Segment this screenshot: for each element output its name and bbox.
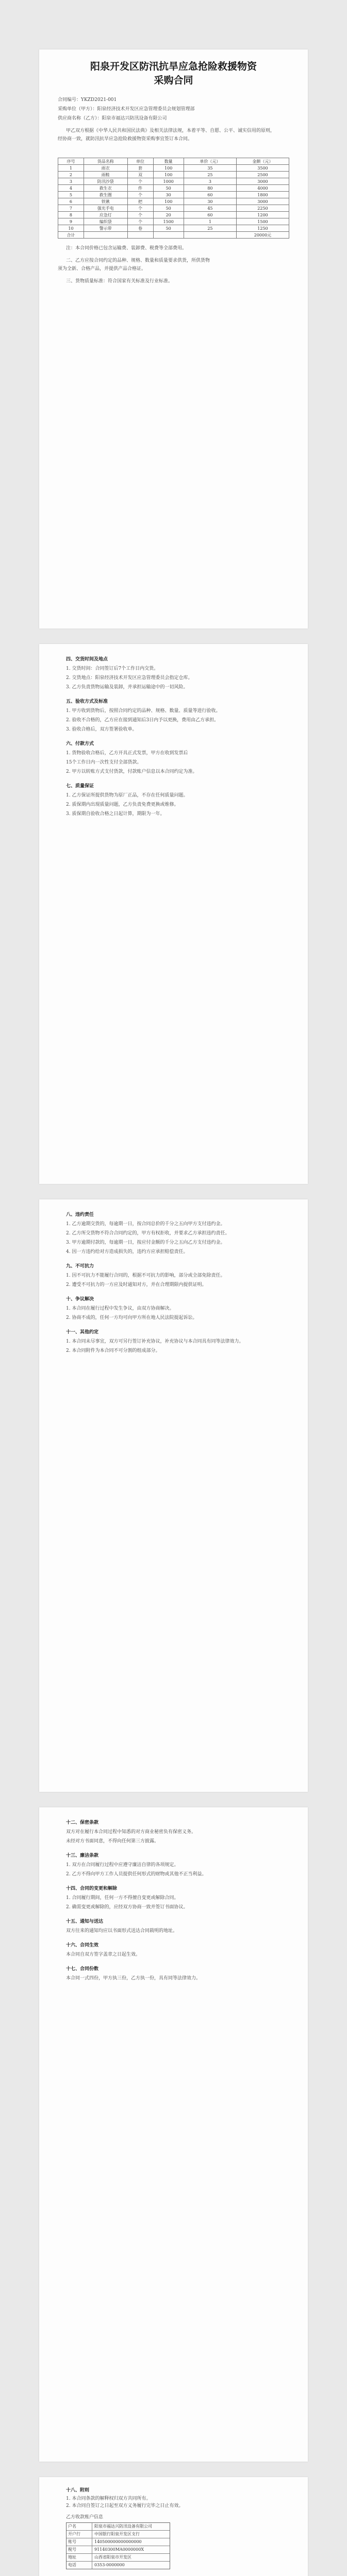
table-cell: 4 xyxy=(58,185,84,192)
table-cell: 1200 xyxy=(236,212,289,218)
table-header: 货品名称 xyxy=(84,158,127,165)
section-heading: 十、争议解决 xyxy=(66,1297,94,1302)
section-heading: 十八、附则 xyxy=(66,2488,90,2493)
account-row xyxy=(67,2553,170,2561)
preamble-line: 经协商一致，就防汛抗旱应急抢险救援物资采购事宜签订本合同。 xyxy=(58,137,193,142)
table-cell: 1250 xyxy=(236,225,289,232)
clause-line: 2. 乙方不得向甲方工作人员提供任何形式的财物或其他不正当利益。 xyxy=(66,1872,207,1877)
table-cell xyxy=(127,232,153,239)
table-cell: 件 xyxy=(127,185,153,192)
table-cell: 60 xyxy=(184,212,236,218)
section-heading: 九、不可抗力 xyxy=(66,1264,94,1269)
clause-line: 三、货物质量标准：符合国家有关标准及行业标准。 xyxy=(66,279,173,284)
section-heading: 十二、保密条款 xyxy=(66,1820,99,1825)
table-cell: 铁锹 xyxy=(84,198,127,205)
table-row xyxy=(58,212,289,218)
section-heading: 十一、其他约定 xyxy=(66,1330,99,1335)
table-cell: 编织袋 xyxy=(84,218,127,225)
table-cell: 雨衣 xyxy=(84,165,127,172)
price-note: 注：本合同价格已包含运输费、装卸费、税费等全部费用。 xyxy=(66,246,187,251)
table-row xyxy=(58,192,289,198)
goods-table xyxy=(58,158,289,239)
contract-title-line2: 采购合同 xyxy=(154,75,193,86)
clause-line: 2. 交货地点：阳泉经济技术开发区应急管理委员会指定仓库。 xyxy=(66,675,193,681)
table-cell: 25 xyxy=(184,172,236,178)
account-info-box xyxy=(66,2522,170,2569)
table-header: 金额（元） xyxy=(236,158,289,165)
table-cell: 25 xyxy=(184,225,236,232)
table-cell: 1 xyxy=(184,218,236,225)
account-value: 91140300MA0000000X xyxy=(94,2547,144,2552)
table-cell: 2 xyxy=(58,172,84,178)
account-key: 开户行 xyxy=(67,2531,92,2538)
clause-line: 2. 本合同附件为本合同不可分割的组成部分。 xyxy=(66,1348,160,1353)
table-cell: 50 xyxy=(153,205,184,212)
account-key: 账号 xyxy=(67,2538,92,2546)
table-cell: 卷 xyxy=(127,225,153,232)
account-value: 0353-0000000 xyxy=(94,2563,125,2567)
account-key: 户名 xyxy=(67,2523,92,2530)
clause-line: 1. 本合同条款的解释权归双方共同所有。 xyxy=(66,2496,151,2501)
clause-line: 1. 交货时间：合同签订后7个工作日内交货。 xyxy=(66,666,159,671)
section-heading: 七、质量保证 xyxy=(66,784,94,789)
account-value: 山西省阳泉市开发区 xyxy=(94,2555,131,2560)
table-row xyxy=(58,178,289,185)
table-cell: 2500 xyxy=(236,172,289,178)
document-page-3 xyxy=(39,1199,308,1792)
account-caption: 乙方收款账户信息 xyxy=(66,2515,104,2520)
table-cell: 强光手电 xyxy=(84,205,127,212)
table-row xyxy=(58,205,289,212)
table-cell: 应急灯 xyxy=(84,212,127,218)
table-cell: 20000元 xyxy=(236,232,289,239)
section-heading: 四、交货时间及地点 xyxy=(66,657,108,662)
table-header: 单位 xyxy=(127,158,153,165)
document-page-2 xyxy=(39,644,308,1184)
contract-number: 合同编号：YKZD2021-001 xyxy=(58,97,117,103)
account-row xyxy=(67,2523,170,2530)
table-cell: 2250 xyxy=(236,205,289,212)
table-cell: 套 xyxy=(127,165,153,172)
clause-line: 二、乙方应按合同约定的品种、规格、数量和质量要求供货，所供货物 xyxy=(66,258,210,263)
account-row xyxy=(67,2530,170,2538)
table-cell: 救生衣 xyxy=(84,185,127,192)
clause-line: 本合同自双方签字盖章之日起生效。 xyxy=(66,1952,141,1957)
account-row xyxy=(67,2538,170,2546)
clause-line: 1. 因不可抗力不能履行合同的，根据不可抗力的影响，部分或全部免除责任。 xyxy=(66,1273,225,1278)
table-cell: 5 xyxy=(58,192,84,198)
table-cell: 个 xyxy=(127,178,153,185)
clause-line: 3. 乙方负责货物运输及装卸，并承担运输途中的一切风险。 xyxy=(66,685,188,690)
table-cell xyxy=(84,232,127,239)
party-a: 采购单位（甲方）：阳泉经济技术开发区应急管理委员会规划管理部 xyxy=(58,107,195,112)
table-cell: 7 xyxy=(58,205,84,212)
table-cell: 3 xyxy=(58,178,84,185)
table-cell: 35 xyxy=(184,165,236,172)
table-row xyxy=(58,198,289,205)
table-cell: 1500 xyxy=(236,218,289,225)
account-value: 中国银行阳泉开发区支行 xyxy=(94,2532,140,2536)
table-cell: 1500 xyxy=(153,218,184,225)
clause-line: 2. 甲方以转账方式支付货款，付款账户信息以本合同约定为准。 xyxy=(66,769,197,774)
table-row xyxy=(58,232,289,239)
account-row xyxy=(67,2546,170,2553)
table-cell: 4000 xyxy=(236,185,289,192)
table-cell: 20 xyxy=(153,212,184,218)
account-value: 140500000000000000 xyxy=(94,2539,142,2544)
clause-line: 1. 货物验收合格后，乙方开具正式发票，甲方在收到发票后 xyxy=(66,751,188,756)
clause-line: 15个工作日内一次性支付全部货款。 xyxy=(66,760,142,765)
table-cell: 10 xyxy=(58,225,84,232)
clause-line: 1. 甲方收到货物后，按照合同约定的品种、规格、数量、质量等进行验收。 xyxy=(66,708,221,714)
table-cell: 1800 xyxy=(236,192,289,198)
table-cell: 60 xyxy=(184,192,236,198)
table-cell: 3 xyxy=(184,178,236,185)
table-row xyxy=(58,225,289,232)
table-cell: 雨鞋 xyxy=(84,172,127,178)
table-cell: 100 xyxy=(153,165,184,172)
account-key: 电话 xyxy=(67,2562,92,2569)
account-row xyxy=(67,2561,170,2569)
table-cell: 个 xyxy=(127,205,153,212)
table-cell: 警示带 xyxy=(84,225,127,232)
table-header: 单价（元） xyxy=(184,158,236,165)
section-heading: 五、验收方式及标准 xyxy=(66,699,108,704)
table-cell: 3000 xyxy=(236,198,289,205)
account-value: 阳泉市福达兴防汛设备有限公司 xyxy=(94,2524,152,2529)
clause-line: 1. 双方在合同履行过程中应遵守廉洁自律的各项规定。 xyxy=(66,1862,179,1868)
clause-line: 2. 遭受不可抗力的一方应及时通知对方，并在合理期限内提供证明。 xyxy=(66,1282,207,1287)
clause-line: 3. 验收合格后，双方签署验收单。 xyxy=(66,727,137,732)
table-header: 序号 xyxy=(58,158,84,165)
clause-line: 双方往来的通知均应以书面形式送达合同载明的地址。 xyxy=(66,1928,178,1934)
table-cell: 个 xyxy=(127,192,153,198)
account-key: 地址 xyxy=(67,2554,92,2561)
clause-line: 须为全新、合格产品，并提供产品合格证。 xyxy=(58,266,146,272)
section-heading: 十四、合同的变更和解除 xyxy=(66,1886,118,1891)
table-cell: 把 xyxy=(127,198,153,205)
table-cell: 6 xyxy=(58,198,84,205)
clause-line: 2. 协商不成的，任何一方均可向甲方所在地人民法院提起诉讼。 xyxy=(66,1315,197,1320)
table-cell: 防汛沙袋 xyxy=(84,178,127,185)
document-page-4 xyxy=(39,1807,308,2462)
table-cell xyxy=(184,232,236,239)
clause-line: 本合同一式四份，甲方执三份，乙方执一份，具有同等法律效力。 xyxy=(66,1976,201,1981)
table-row xyxy=(58,218,289,225)
table-cell: 个 xyxy=(127,218,153,225)
clause-line: 2. 确需变更或解除的，应经双方协商一致并签订书面协议。 xyxy=(66,1905,188,1910)
clause-line: 双方对在履行本合同过程中知悉的对方商业秘密负有保密义务。 xyxy=(66,1829,196,1835)
clause-line: 2. 本合同自签订之日起至双方义务履行完毕之日止有效。 xyxy=(66,2503,184,2509)
section-heading: 十七、合同份数 xyxy=(66,1967,99,1972)
table-cell xyxy=(153,232,184,239)
section-heading: 十六、合同生效 xyxy=(66,1943,99,1948)
contract-title-line1: 阳泉开发区防汛抗旱应急抢险救援物资 xyxy=(90,61,257,72)
section-heading: 六、付款方式 xyxy=(66,741,94,747)
account-key: 税号 xyxy=(67,2546,92,2553)
table-cell: 100 xyxy=(153,172,184,178)
clause-line: 4. 因一方违约给对方造成损失的，违约方应承担赔偿责任。 xyxy=(66,1249,188,1255)
clause-line: 1. 乙方逾期交货的，每逾期一日，按合同总价的千分之五向甲方支付违约金。 xyxy=(66,1222,225,1227)
document-page-1 xyxy=(39,49,308,629)
table-cell: 1 xyxy=(58,165,84,172)
clause-line: 2. 验收不合格的，乙方应在接到通知后3日内予以更换，费用由乙方承担。 xyxy=(66,718,219,723)
table-cell: 100 xyxy=(153,198,184,205)
table-cell: 50 xyxy=(153,225,184,232)
table-cell: 30 xyxy=(184,198,236,205)
preamble-line: 甲乙双方根据《中华人民共和国民法典》及相关法律法规，本着平等、自愿、公平、诚实信用的原则， xyxy=(66,128,275,133)
clause-line: 2. 质保期内出现质量问题，乙方负责免费更换或维修。 xyxy=(66,802,179,807)
clause-line: 3. 甲方逾期付款的，每逾期一日，按应付金额的千分之五向乙方支付违约金。 xyxy=(66,1240,225,1245)
clause-line: 1. 本合同未尽事宜，双方可另行签订补充协议，补充协议与本合同具有同等法律效力。 xyxy=(66,1339,244,1344)
table-header-row xyxy=(58,158,289,165)
section-heading: 十三、廉洁条款 xyxy=(66,1853,99,1858)
table-cell: 30 xyxy=(153,192,184,198)
table-cell: 双 xyxy=(127,172,153,178)
clause-line: 1. 本合同在履行过程中发生争议，由双方协商解决。 xyxy=(66,1306,174,1311)
table-cell: 9 xyxy=(58,218,84,225)
table-row xyxy=(58,172,289,178)
section-heading: 十五、通知与送达 xyxy=(66,1919,104,1924)
table-row xyxy=(58,165,289,172)
clause-line: 1. 合同履行期间，任何一方不得擅自变更或解除合同。 xyxy=(66,1895,179,1901)
party-b: 供应商名称（乙方）：阳泉市福达兴防汛设备有限公司 xyxy=(58,116,167,121)
section-heading: 八、违约责任 xyxy=(66,1212,94,1217)
table-header: 数量 xyxy=(153,158,184,165)
table-cell: 45 xyxy=(184,205,236,212)
table-cell: 8 xyxy=(58,212,84,218)
table-cell: 个 xyxy=(127,212,153,218)
table-cell: 3000 xyxy=(236,178,289,185)
clause-line: 3. 质保期自验收合格之日起计算，期限为一年。 xyxy=(66,811,165,817)
table-row xyxy=(58,185,289,192)
document-page-5 xyxy=(39,2477,308,2576)
table-cell: 1000 xyxy=(153,178,184,185)
clause-line: 1. 乙方保证所提供货物为原厂正品，不存在任何质量问题。 xyxy=(66,793,188,798)
table-cell: 50 xyxy=(153,185,184,192)
clause-line: 2. 乙方所交货物不符合合同约定的，甲方有权拒收，并要求乙方承担违约责任。 xyxy=(66,1231,230,1236)
table-cell: 3500 xyxy=(236,165,289,172)
table-cell: 80 xyxy=(184,185,236,192)
table-cell: 合计 xyxy=(58,232,84,239)
table-cell: 救生圈 xyxy=(84,192,127,198)
clause-line: 未经对方书面同意，不得向任何第三方披露。 xyxy=(66,1839,159,1844)
